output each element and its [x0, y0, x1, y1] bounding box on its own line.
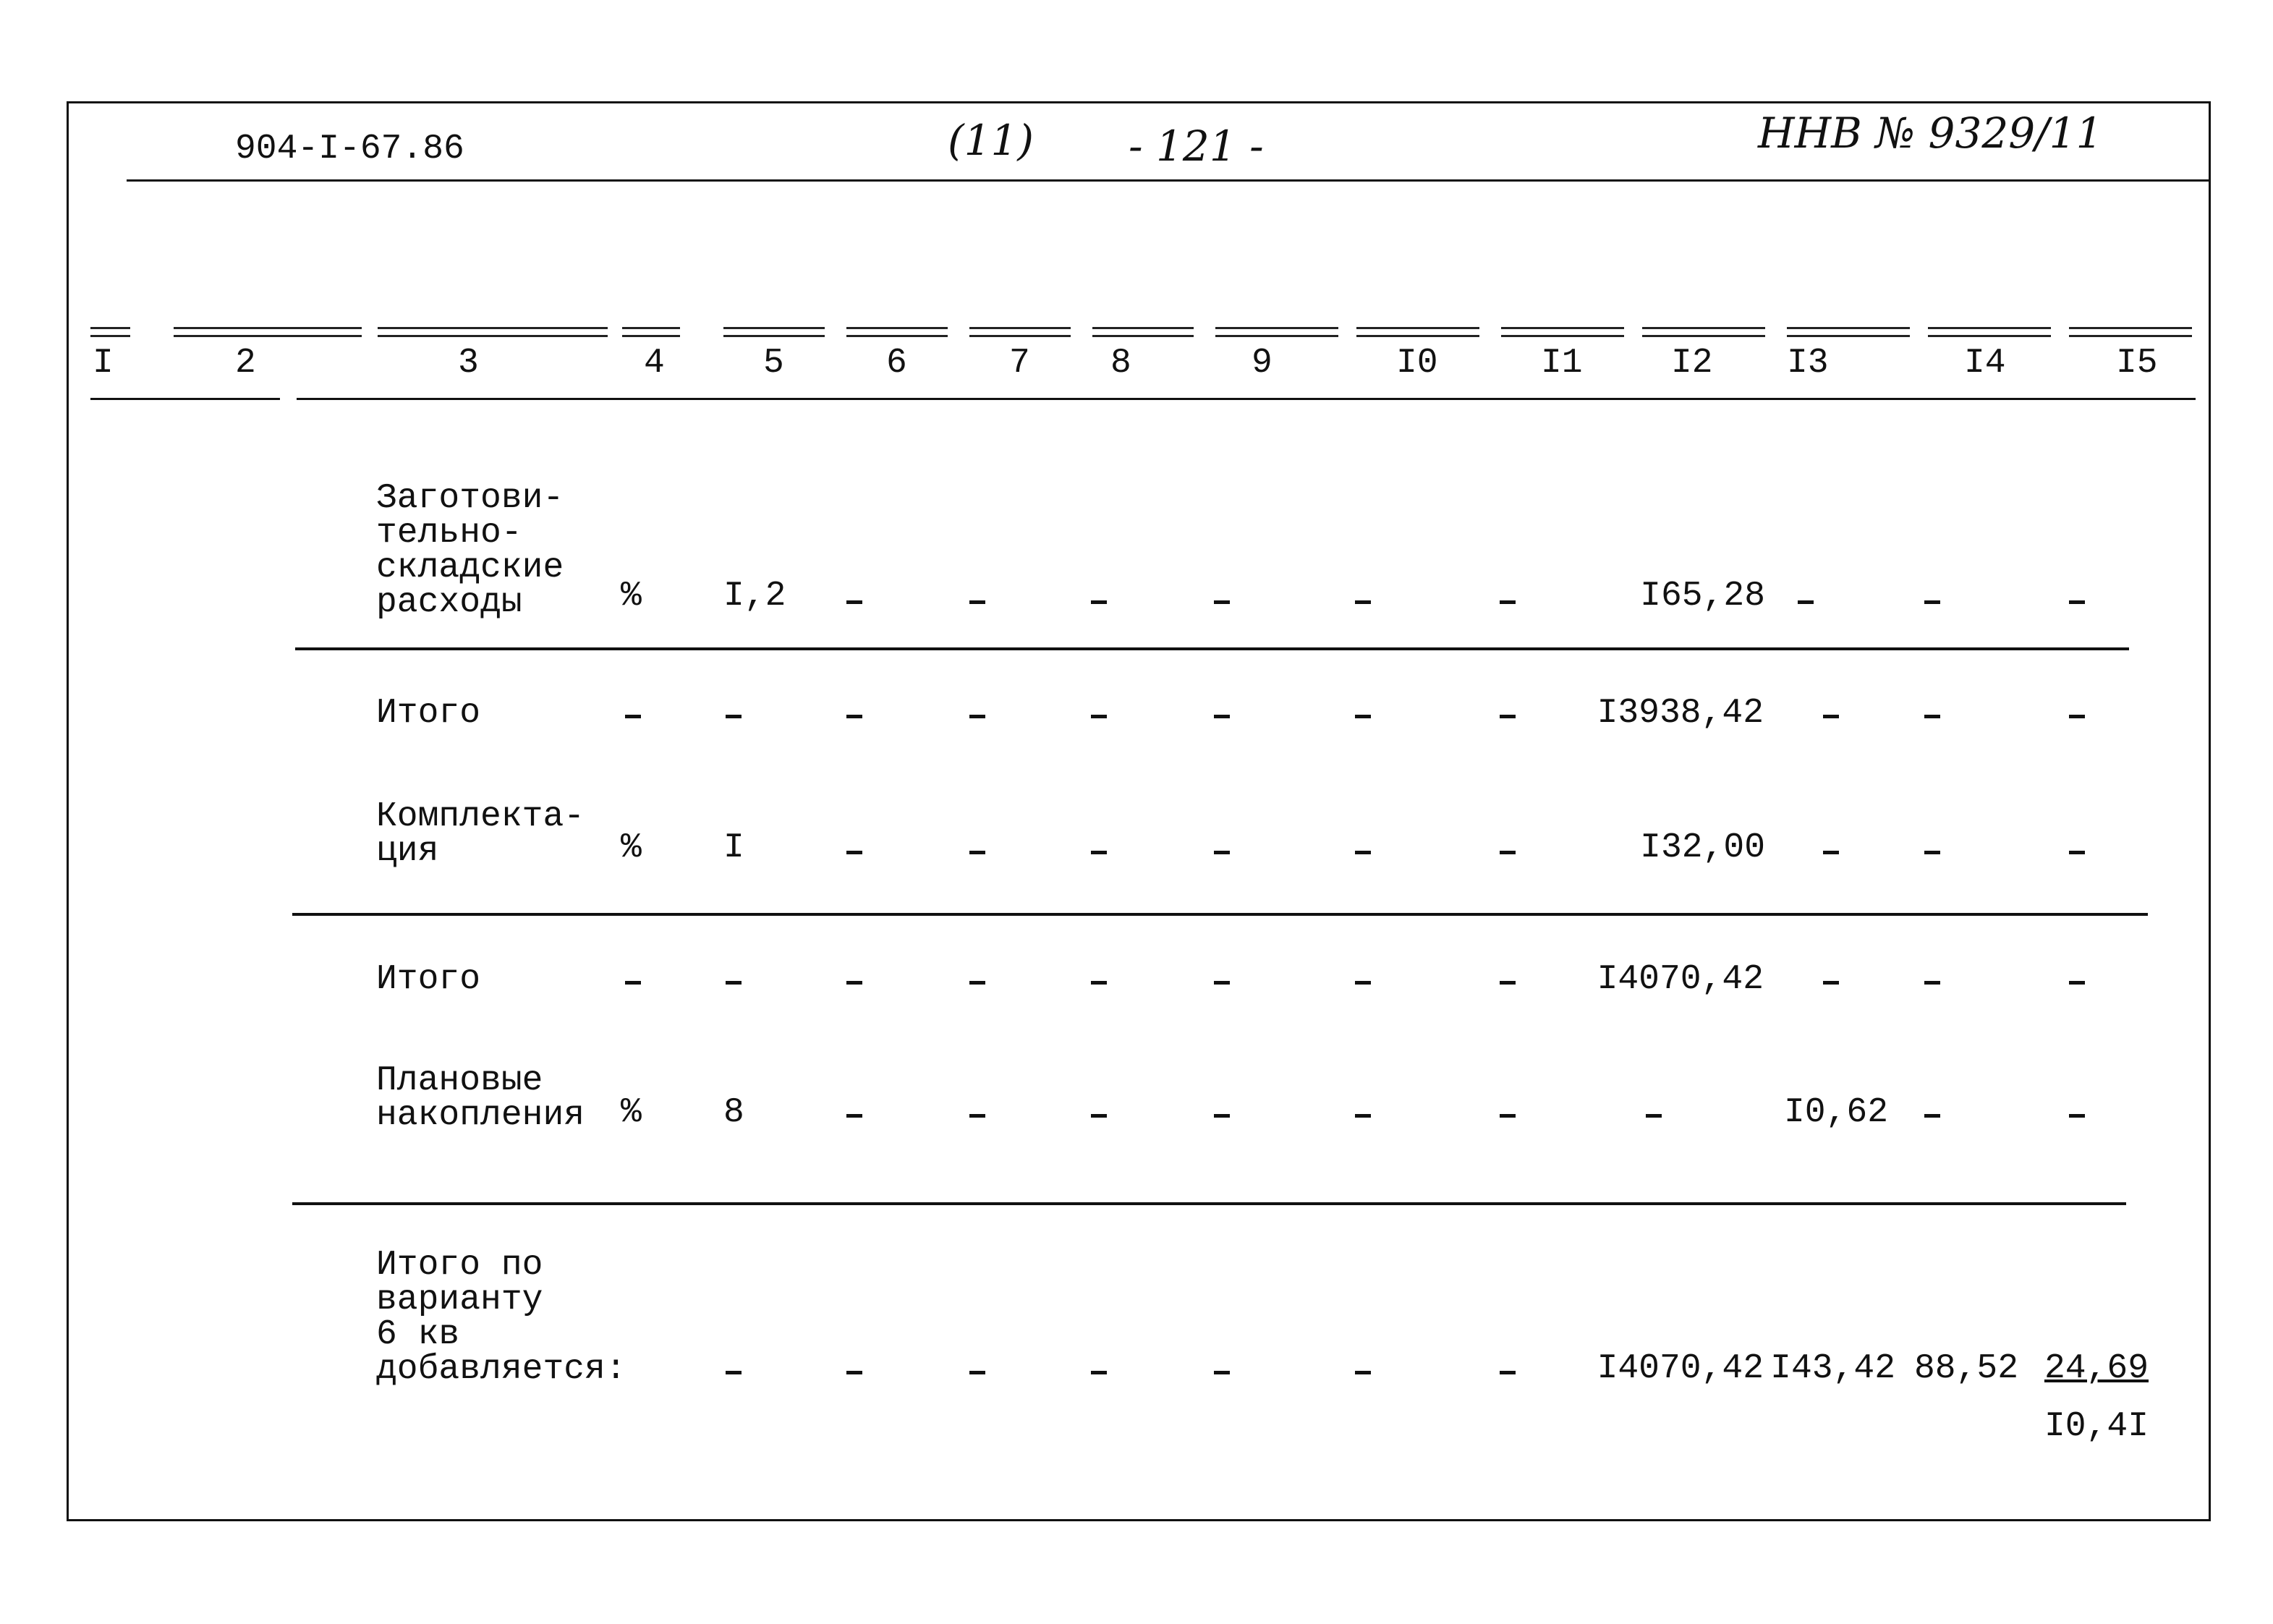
dash	[2069, 600, 2085, 604]
dash	[846, 600, 862, 604]
dash	[1355, 981, 1371, 985]
col-rule-5	[723, 327, 825, 337]
col-header-1: I	[93, 344, 114, 383]
col-header-13: I3	[1787, 344, 1829, 383]
dash	[1214, 851, 1230, 854]
cost-value: 88,52	[1913, 1349, 2018, 1388]
col-header-14: I4	[1964, 344, 2006, 383]
dash	[1924, 981, 1940, 985]
dash	[1798, 600, 1814, 604]
dash	[2069, 981, 2085, 985]
cost-value: I43,42	[1770, 1349, 1895, 1388]
row-rule	[292, 1202, 2126, 1205]
dash	[2069, 851, 2085, 854]
col-rule-3	[378, 327, 608, 337]
dash	[1646, 1114, 1662, 1118]
page-number: - 121 -	[1129, 122, 1264, 171]
norm-value: 8	[723, 1093, 744, 1132]
dash	[969, 600, 985, 604]
dash	[1823, 981, 1839, 985]
col-rule-13	[1787, 327, 1910, 337]
col-header-4: 4	[644, 344, 665, 383]
row-rule	[295, 647, 2129, 650]
col-header-8: 8	[1110, 344, 1131, 383]
dash	[1823, 851, 1839, 854]
col-rule-14	[1928, 327, 2051, 337]
cost-value-numerator: 24,69	[2044, 1349, 2149, 1388]
dash	[1214, 715, 1230, 718]
dash	[1355, 1114, 1371, 1118]
dash	[1924, 600, 1940, 604]
dash	[1500, 600, 1516, 604]
unit-percent: %	[621, 577, 642, 616]
dash	[625, 715, 641, 718]
dash	[846, 851, 862, 854]
col-header-6: 6	[886, 344, 907, 383]
cost-value: I65,28	[1640, 577, 1765, 616]
dash	[625, 981, 641, 985]
dash	[1091, 1114, 1107, 1118]
col-rule-15	[2069, 327, 2192, 337]
dash	[846, 1371, 862, 1374]
unit-percent: %	[621, 1093, 642, 1132]
cost-value: I4070,42	[1597, 1349, 1764, 1388]
header-rule	[127, 179, 2209, 182]
dash	[1500, 1371, 1516, 1374]
dash	[2069, 715, 2085, 718]
dash	[726, 715, 742, 718]
dash	[1091, 981, 1107, 985]
dash	[1214, 981, 1230, 985]
dash	[846, 1114, 862, 1118]
row-label: Комплекта- ция	[376, 797, 585, 871]
page-frame-bottom	[67, 1519, 2211, 1521]
dash	[726, 981, 742, 985]
col-rule-2	[174, 327, 362, 337]
dash	[969, 851, 985, 854]
cost-value: I3938,42	[1597, 694, 1764, 733]
dash	[1500, 715, 1516, 718]
cost-value-denominator: I0,4I	[2044, 1407, 2149, 1446]
header-under-rule-2	[297, 398, 2196, 400]
dash	[1214, 600, 1230, 604]
dash	[1355, 851, 1371, 854]
dash	[1091, 1371, 1107, 1374]
col-rule-7	[969, 327, 1071, 337]
dash	[1500, 1114, 1516, 1118]
dash	[1924, 715, 1940, 718]
dash	[1355, 600, 1371, 604]
col-rule-9	[1215, 327, 1338, 337]
col-header-15: I5	[2116, 344, 2158, 383]
col-rule-12	[1642, 327, 1765, 337]
dash	[1355, 715, 1371, 718]
col-header-10: I0	[1396, 344, 1438, 383]
dash	[846, 715, 862, 718]
dash	[726, 1371, 742, 1374]
row-label: Итого по варианту 6 кв добавляется:	[376, 1246, 626, 1389]
dash	[1924, 851, 1940, 854]
col-rule-6	[846, 327, 948, 337]
row-label: Плановые накопления	[376, 1061, 585, 1135]
col-rule-10	[1356, 327, 1479, 337]
row-label: Заготови- тельно- складские расходы	[376, 479, 564, 622]
cost-value: I0,62	[1783, 1093, 1888, 1132]
dash	[1500, 851, 1516, 854]
dash	[969, 715, 985, 718]
row-label: Итого	[376, 694, 481, 733]
norm-value: I	[723, 828, 744, 867]
col-header-11: I1	[1541, 344, 1583, 383]
row-rule	[292, 913, 2148, 916]
col-header-2: 2	[235, 344, 256, 383]
dash	[1823, 715, 1839, 718]
norm-value: I,2	[723, 577, 786, 616]
dash	[2069, 1114, 2085, 1118]
cost-value: I32,00	[1640, 828, 1765, 867]
row-label: Итого	[376, 960, 481, 999]
dash	[969, 1371, 985, 1374]
col-rule-1	[90, 327, 130, 337]
col-header-12: I2	[1671, 344, 1713, 383]
unit-percent: %	[621, 828, 642, 867]
col-rule-4	[622, 327, 680, 337]
dash	[1500, 981, 1516, 985]
col-rule-11	[1501, 327, 1624, 337]
dash	[1214, 1114, 1230, 1118]
col-header-7: 7	[1009, 344, 1030, 383]
inventory-number: ННВ № 9329/11	[1758, 109, 2103, 158]
col-rule-8	[1092, 327, 1194, 337]
col-header-9: 9	[1252, 344, 1273, 383]
dash	[1091, 851, 1107, 854]
col-header-5: 5	[763, 344, 784, 383]
dash	[1091, 715, 1107, 718]
cost-value: I4070,42	[1597, 960, 1764, 999]
doc-code: 904-I-67.86	[235, 129, 464, 169]
dash	[969, 981, 985, 985]
dash	[969, 1114, 985, 1118]
sheet-mark: (11)	[948, 116, 1034, 165]
dash	[846, 981, 862, 985]
header-under-rule-1	[90, 398, 280, 400]
dash	[1355, 1371, 1371, 1374]
col-header-3: 3	[458, 344, 479, 383]
dash	[1214, 1371, 1230, 1374]
dash	[1924, 1114, 1940, 1118]
dash	[1091, 600, 1107, 604]
